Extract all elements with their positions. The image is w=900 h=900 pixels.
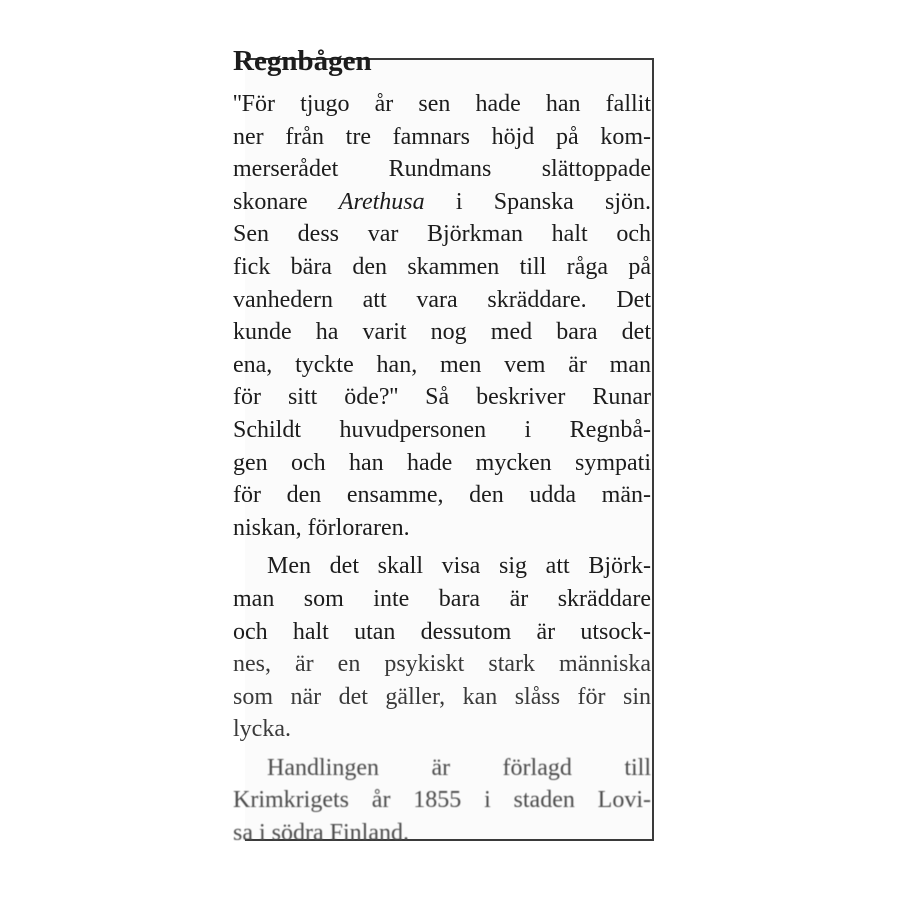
text-line: lycka. (233, 716, 291, 743)
paragraph-1 (233, 88, 651, 544)
text-line: sa i södra Finland. (233, 820, 409, 847)
text-line: ner från tre famnars höjd på kom- (233, 123, 651, 150)
paragraph-2 (233, 550, 651, 746)
article-heading: Regnbågen (233, 45, 372, 77)
text-line: Schildt huvudpersonen i Regnbå- (233, 416, 651, 443)
text-line: ''För tjugo år sen hade han fallit (233, 91, 651, 117)
text-line: ena, tyckte han, men vem är man (233, 351, 651, 378)
text-line: Krimkrigets år 1855 i staden Lovi- (233, 787, 651, 814)
ship-name-italic: Arethusa (338, 188, 425, 215)
text-line: vanhedern att vara skräddare. Det (233, 286, 651, 313)
text-line: niskan, förloraren. (233, 514, 410, 541)
text-line: som när det gäller, kan slåss för sin (233, 683, 651, 710)
text-line-with-italic (233, 186, 651, 219)
text-line: Sen dess var Björkman halt och (233, 221, 651, 248)
text-line: Handlingen är förlagd till (267, 754, 651, 781)
text-line: nes, är en psykiskt stark människa (233, 651, 651, 678)
text-line: och halt utan dessutom är utsock- (233, 618, 651, 645)
document-clipping (233, 45, 654, 847)
text-line: man som inte bara är skräddare (233, 585, 651, 612)
text-line-italic-before: skonare (233, 188, 339, 215)
text-line: Men det skall visa sig att Björk- (267, 553, 651, 580)
text-line: gen och han hade mycken sympati (233, 449, 651, 476)
text-line-italic-after: i Spanska sjön. (424, 188, 652, 215)
text-line: kunde ha varit nog med bara det (233, 319, 651, 346)
text-line: merserådet Rundmans slättoppade (233, 156, 651, 183)
text-line: fick bära den skammen till råga på (233, 253, 651, 280)
text-line: för den ensamme, den udda män- (233, 482, 651, 509)
article-column (233, 44, 651, 850)
paragraph-3 (233, 752, 651, 850)
text-line: för sitt öde?'' Så beskriver Runar (233, 384, 651, 411)
